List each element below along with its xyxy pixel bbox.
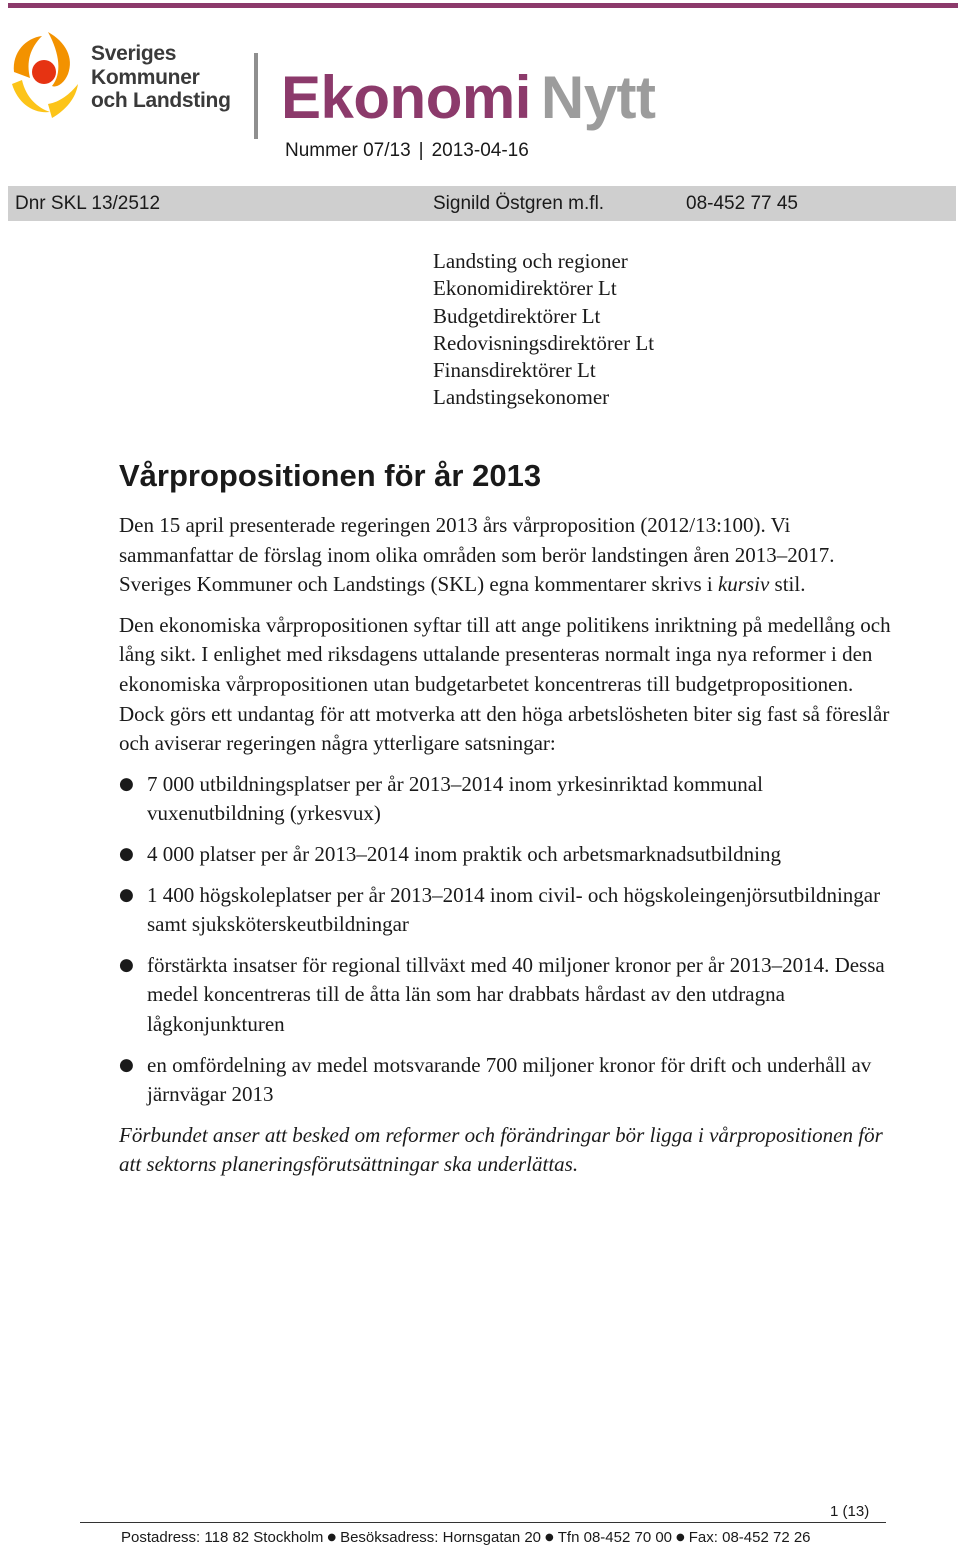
bullet-icon: ● — [119, 773, 134, 794]
recipient-item: Budgetdirektörer Lt — [433, 303, 601, 328]
intro-text-end: stil. — [769, 572, 806, 597]
newsletter-title — [281, 62, 656, 134]
issue-separator: | — [418, 140, 424, 161]
footer-rule — [80, 1522, 886, 1523]
measures-list — [119, 770, 895, 1110]
issue-date: 2013-04-16 — [431, 140, 529, 161]
skl-logo-wordmark — [91, 42, 231, 113]
footer-separator: ● — [545, 1532, 554, 1543]
visit-address: Besöksadress: Hornsgatan 20 — [340, 1529, 542, 1546]
page-number: 1 (13) — [830, 1503, 870, 1520]
masthead-divider — [254, 53, 258, 139]
issue-number: Nummer 07/13 — [285, 140, 411, 161]
logo-line-2: Kommuner — [91, 65, 200, 89]
fax-number: Fax: 08-452 72 26 — [688, 1529, 811, 1546]
article-title: Vårpropositionen för år 2013 — [119, 458, 542, 493]
list-item-text: 4 000 platser per år 2013–2014 inom praktik och arbetsmarknadsutbildning — [147, 841, 781, 866]
list-item — [119, 840, 895, 870]
title-part-nytt: Nytt — [540, 64, 656, 131]
recipient-item: Ekonomidirektörer Lt — [433, 276, 617, 301]
recipient-item: Redovisningsdirektörer Lt — [433, 330, 655, 355]
recipient-item: Finansdirektörer Lt — [433, 358, 596, 383]
recipient-item: Landsting och regioner — [433, 249, 628, 273]
list-item — [119, 1051, 895, 1110]
dnr-reference: Dnr SKL 13/2512 — [15, 193, 161, 214]
list-item-text: förstärkta insatser för regional tillväxt med 40 miljoner kronor per år 2013–2014. Dessa medel koncentreras till de åtta län som har drabbats hårdast av den utdragna lågkonjunkturen — [147, 952, 885, 1036]
list-item — [119, 881, 895, 940]
skl-comment — [119, 1121, 895, 1180]
list-item-text: en omfördelning av medel motsvarande 700 miljoner kronor för drift och underhåll av järnvägar 2013 — [147, 1052, 872, 1107]
intro-paragraph — [119, 511, 895, 600]
intro-text: Den 15 april presenterade regeringen 2013 års vårproposition (2012/13:100). Vi sammanfattar de förslag inom olika områden som berör landstingen åren 2013–2017. Sveriges Kommuner och Landstings (SKL) egna kommentarer skrivs i — [119, 513, 835, 597]
phone-number: Tfn 08-452 70 00 — [557, 1529, 673, 1546]
footer-separator: ● — [327, 1532, 337, 1543]
recipient-list — [433, 248, 654, 412]
document-info-bar — [8, 186, 956, 221]
footer-address — [121, 1529, 811, 1546]
list-item — [119, 770, 895, 829]
title-part-ekonomi: Ekonomi — [281, 64, 531, 131]
skl-comment-text: Förbundet anser att besked om reformer och förändringar bör ligga i vårpropositionen för att sektorns planeringsförutsättningar ska underlättas. — [119, 1122, 883, 1177]
skl-logo — [8, 28, 248, 128]
list-item-text: 7 000 utbildningsplatser per år 2013–2014 inom yrkesinriktad kommunal vuxenutbildning (yrkesvux) — [147, 771, 763, 826]
top-rule — [8, 3, 958, 8]
bullet-icon: ● — [119, 954, 134, 975]
postal-address: Postadress: 118 82 Stockholm — [121, 1529, 324, 1546]
bullet-icon: ● — [119, 1054, 134, 1075]
list-item-text: 1 400 högskoleplatser per år 2013–2014 inom civil- och högskoleingenjörsutbildningar samt sjuksköterskeutbildningar — [147, 882, 881, 937]
issue-info — [285, 140, 529, 162]
skl-logo-mark — [8, 28, 88, 124]
list-item — [119, 951, 895, 1040]
author-name: Signild Östgren m.fl. — [433, 193, 605, 214]
recipient-item: Landstingsekonomer — [433, 385, 610, 410]
logo-line-1: Sveriges — [91, 42, 177, 65]
author-phone: 08-452 77 45 — [686, 193, 798, 214]
body-paragraph: Den ekonomiska vårpropositionen syftar till att ange politikens inriktning på medellång och lång sikt. I enlighet med riksdagens uttalande presenteras normalt inga nya reformer i den ekonomiska vårpropositionen utan budgetarbetet koncentreras till budgetpropositionen. Dock görs ett undantag för att motverka att den höga arbetslösheten biter sig fast så föreslår och aviserar regeringen några ytterligare satsningar: — [119, 612, 891, 756]
article-body — [119, 511, 895, 1191]
bullet-icon: ● — [119, 884, 134, 905]
footer-separator: ● — [676, 1532, 685, 1543]
bullet-icon: ● — [119, 843, 134, 864]
logo-line-3: och Landsting — [91, 89, 231, 112]
intro-italic-word: kursiv — [717, 572, 770, 597]
